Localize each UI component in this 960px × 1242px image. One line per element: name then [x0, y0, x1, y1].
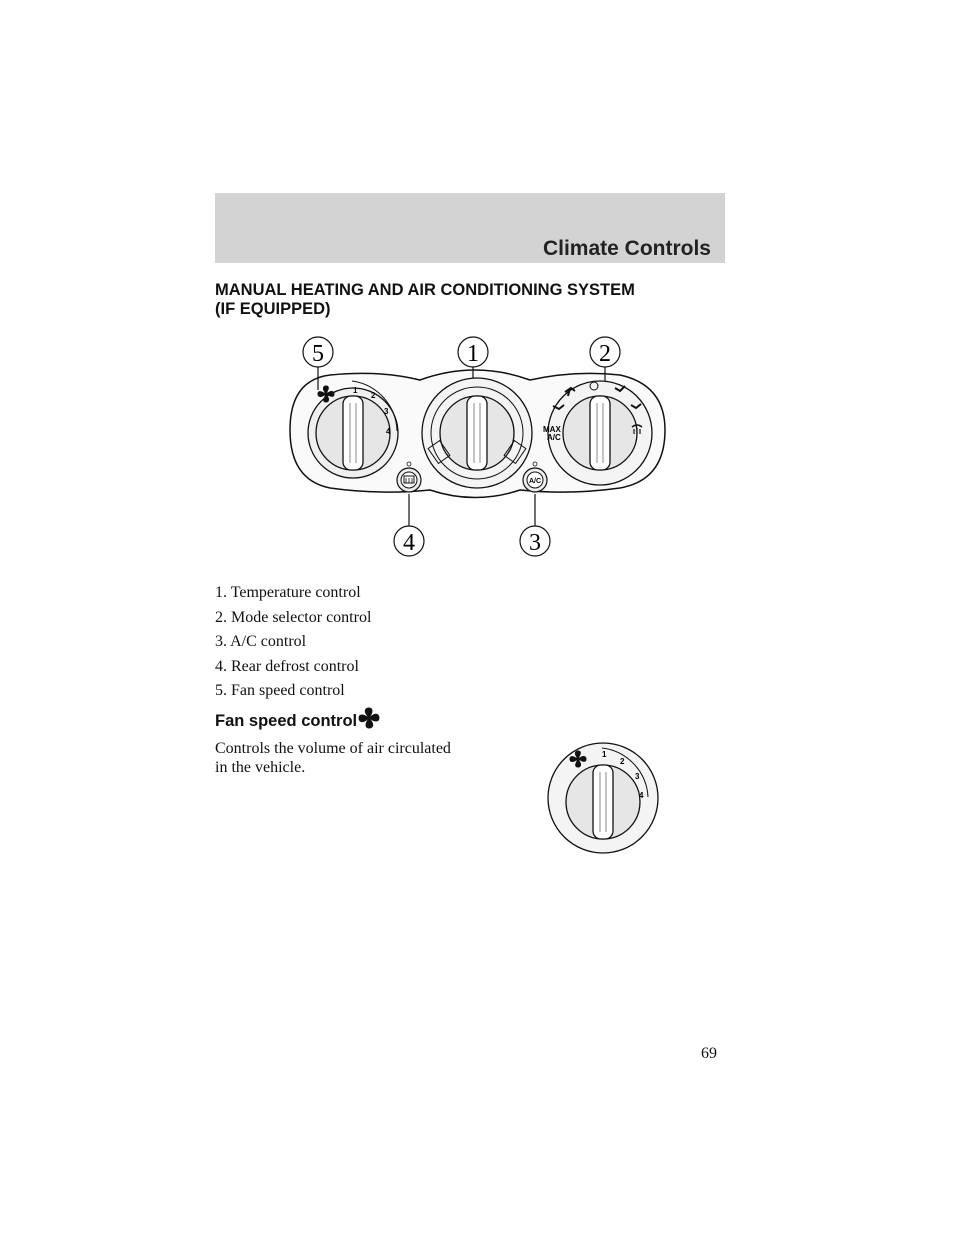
section-header-band — [215, 193, 725, 263]
control-legend — [215, 583, 371, 706]
fan-scale-3: 3 — [384, 407, 389, 416]
max-label: MAX — [543, 425, 561, 434]
fan-icon — [357, 706, 381, 730]
page-number: 69 — [701, 1045, 717, 1062]
legend-item-mode-selector: 2. Mode selector control — [215, 608, 372, 626]
callout-1: 1 — [467, 341, 479, 367]
callout-5: 5 — [312, 341, 324, 367]
fan-description-line-1: Controls the volume of air circulated — [215, 740, 451, 757]
section-heading — [215, 281, 715, 319]
fan-scale-1: 1 — [353, 386, 358, 395]
max-ac-label: A/C — [547, 433, 561, 442]
fan-description-line-2: in the vehicle. — [215, 759, 306, 776]
section-title: Climate Controls — [542, 237, 711, 260]
fan-speed-knob-diagram — [540, 735, 670, 865]
fan-scale-4: 4 — [386, 427, 391, 436]
legend-item-fan-speed: 5. Fan speed control — [215, 682, 345, 699]
fan-speed-heading: Fan speed control — [215, 712, 358, 730]
fan-detail-scale-3: 3 — [635, 772, 640, 781]
fan-scale-2: 2 — [371, 391, 376, 400]
fan-detail-scale-4: 4 — [639, 791, 644, 800]
fan-detail-scale-1: 1 — [602, 750, 607, 759]
ac-button-label: A/C — [528, 478, 542, 485]
heading-line-2: (IF EQUIPPED) — [215, 300, 331, 318]
fan-detail-scale-2: 2 — [620, 757, 625, 766]
legend-item-rear-defrost: 4. Rear defrost control — [215, 657, 359, 675]
legend-item-ac: 3. A/C control — [215, 633, 307, 650]
climate-control-panel-diagram — [270, 330, 690, 565]
heading-line-1: MANUAL HEATING AND AIR CONDITIONING SYSTEM — [215, 281, 635, 299]
fan-speed-description — [215, 739, 515, 777]
legend-item-temperature: 1. Temperature control — [215, 584, 361, 601]
callout-2: 2 — [599, 341, 611, 367]
callout-3: 3 — [529, 530, 541, 556]
callout-4: 4 — [403, 530, 415, 556]
